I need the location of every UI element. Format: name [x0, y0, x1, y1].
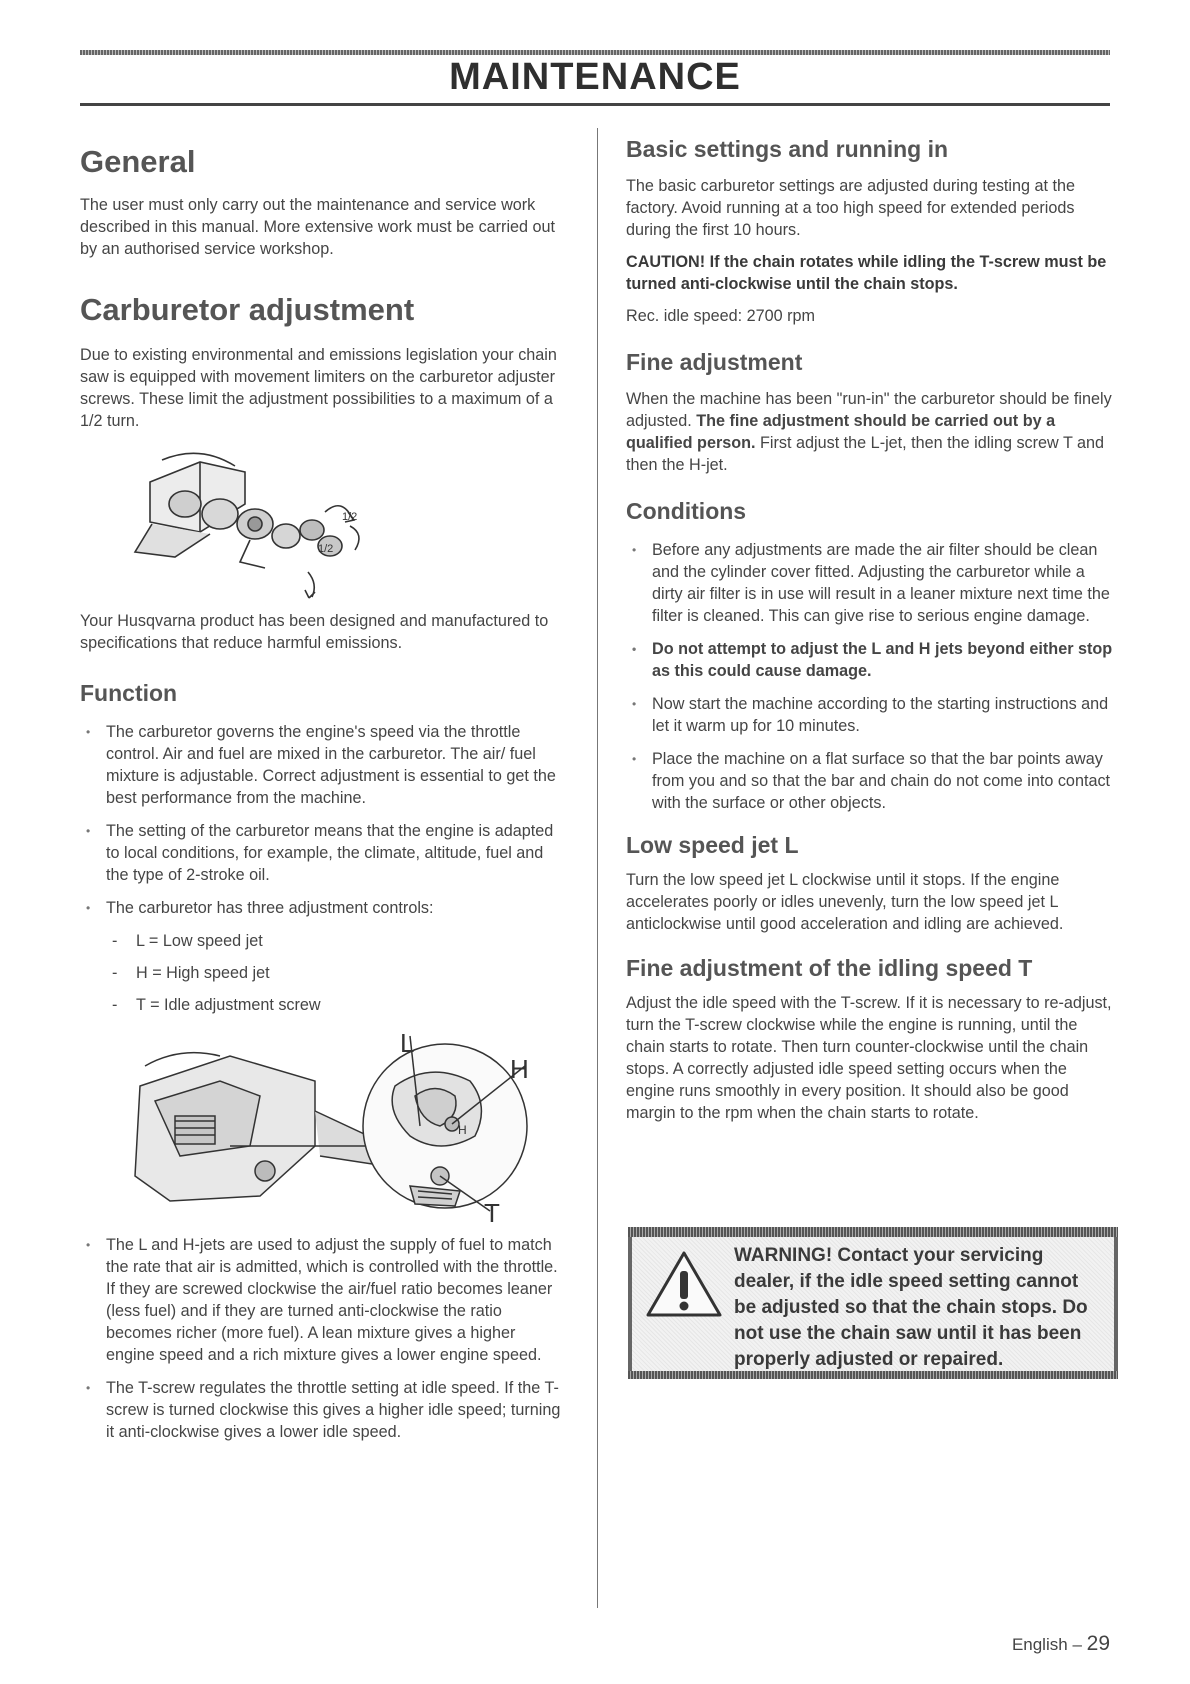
jet-label-h-small: H — [458, 1123, 467, 1137]
carb-body-2: Your Husqvarna product has been designed and manufactured to specifications that reduce harmful emissions. — [80, 612, 549, 652]
list-item: • Place the machine on a flat surface so that the bar points away from you and so that the bar and chain do not come into contact with the surface or other objects. — [626, 748, 1114, 814]
idle-speed-body: Adjust the idle speed with the T-screw. If it is necessary to re-adjust, turn the T-screw clockwise while the engine is running, until the chain starts to rotate. Then turn counter-clockwise until the chain stops. A correctly adjusted idle speed setting occurs when the engine runs smoothly in every position. It should also be good margin to the rpm when the chain starts to rotate. — [626, 994, 1112, 1122]
warning-triangle-icon — [644, 1249, 724, 1319]
basic-settings-body: The basic carburetor settings are adjusted during testing at the factory. Avoid running at a too high speed for extended periods during the first 10 hours. — [626, 177, 1076, 239]
warning-box — [628, 1227, 1118, 1379]
list-item: - L = Low speed jet — [80, 930, 568, 952]
warning-rule-bottom — [628, 1371, 1118, 1379]
list-item: • The T-screw regulates the throttle setting at idle speed. If the T-screw is turned clockwise this gives a higher idle speed; turning it anti-clockwise gives a lower idle speed. — [80, 1377, 568, 1443]
list-item: • The carburetor governs the engine's speed via the throttle control. Air and fuel are mixed in the carburetor. The air/ fuel mixture is adjustable. Correct adjustment is essential to get the best performance from the machine. — [80, 721, 568, 809]
general-body: The user must only carry out the maintenance and service work described in this manual. More extensive work must be carried out by an authorised service workshop. — [80, 196, 556, 258]
right-column — [626, 128, 1114, 1124]
low-speed-jet-heading: Low speed jet L — [626, 832, 799, 858]
fine-adjustment-text-bold: The fine adjustment should be carried out by a qualified person. — [626, 412, 1056, 452]
list-item: - T = Idle adjustment screw — [80, 994, 568, 1016]
list-item: • The setting of the carburetor means that the engine is adapted to local conditions, for example, the climate, altitude, fuel and the type of 2-stroke oil. — [80, 820, 568, 886]
conditions-bullets — [626, 539, 1114, 814]
fine-adjustment-body — [626, 388, 1114, 476]
list-item: • Now start the machine according to the starting instructions and let it warm up for 10 minutes. — [626, 693, 1114, 737]
list-item: • The L and H-jets are used to adjust the supply of fuel to match the rate that air is admitted, which is controlled with the throttle. If they are screwed clockwise the air/fuel ratio becomes leaner (less fuel) and if they are turned anti-clockwise the ratio becomes richer (more fuel). A lean mixture gives a higher engine speed and a rich mixture gives a lower engine speed. — [80, 1234, 568, 1366]
carb-heading: Carburetor adjustment — [80, 292, 415, 327]
list-item: - H = High speed jet — [80, 962, 568, 984]
rec-idle-speed: Rec. idle speed: 2700 rpm — [626, 307, 815, 325]
fine-adjustment-text-c: First adjust the L-jet, then the idling screw T and then the H-jet. — [626, 434, 1105, 474]
column-divider — [597, 128, 598, 1608]
fig-label-half-b: 1/2 — [318, 543, 334, 555]
list-item: • Do not attempt to adjust the L and H jets beyond either stop as this could cause damage. — [626, 638, 1114, 682]
low-speed-jet-body: Turn the low speed jet L clockwise until it stops. If the engine accelerates poorly or idles unevenly, turn the low speed jet L anticlockwise until good acceleration and idling are achieved. — [626, 871, 1064, 933]
footer-language: English — [1011, 1635, 1068, 1654]
page-number: 29 — [1086, 1632, 1110, 1655]
function-bullets-2 — [80, 1234, 568, 1443]
page-footer — [1012, 1632, 1110, 1656]
function-heading: Function — [80, 680, 178, 706]
chainsaw-jets-illustration — [80, 1026, 568, 1222]
jet-label-l: L — [400, 1028, 415, 1058]
caution-text: CAUTION! If the chain rotates while idling the T-screw must be turned anti-clockwise until the chain stops. — [626, 253, 1107, 293]
idle-speed-heading: Fine adjustment of the idling speed T — [626, 955, 1033, 981]
footer-dash: – — [1072, 1635, 1082, 1654]
carburetor-limiter-illustration — [80, 442, 568, 602]
jet-label-h: H — [510, 1054, 529, 1084]
conditions-heading: Conditions — [626, 498, 747, 524]
carb-body: Due to existing environmental and emissions legislation your chain saw is equipped with movement limiters on the carburetor adjuster screws. These limit the adjustment possibilities to a maximum of a 1/2 turn. — [80, 346, 557, 430]
jet-label-t: T — [484, 1198, 500, 1222]
list-item: • The carburetor has three adjustment controls: — [80, 897, 568, 919]
list-item: • Before any adjustments are made the air filter should be clean and the cylinder cover fitted. Adjusting the carburetor while a dirty air filter is in use will result in a leaner mixture next time the filter is cleaned. This can give rise to serious engine damage. — [626, 539, 1114, 627]
basic-settings-heading: Basic settings and running in — [626, 136, 949, 162]
function-bullets — [80, 721, 568, 919]
fig-label-half-a: 1/2 — [342, 511, 358, 523]
fine-adjustment-heading: Fine adjustment — [626, 349, 803, 375]
warning-rule-top — [628, 1227, 1118, 1237]
warning-text: WARNING! Contact your servicing dealer, if the idle speed setting cannot be adjusted so that the chain stops. Do not use the chain saw until it has been properly adjusted or repaired. — [734, 1245, 1088, 1370]
page-title: MAINTENANCE — [449, 56, 741, 98]
left-column — [80, 128, 568, 1454]
page-header — [80, 50, 1110, 106]
header-rule-bottom — [80, 103, 1110, 106]
fine-adjustment-text-a: When the machine has been "run-in" the carburetor should be finely adjusted. — [626, 390, 1112, 430]
adjustment-controls-list — [80, 930, 568, 1016]
header-rule-top — [80, 50, 1110, 55]
general-heading: General — [80, 144, 196, 179]
